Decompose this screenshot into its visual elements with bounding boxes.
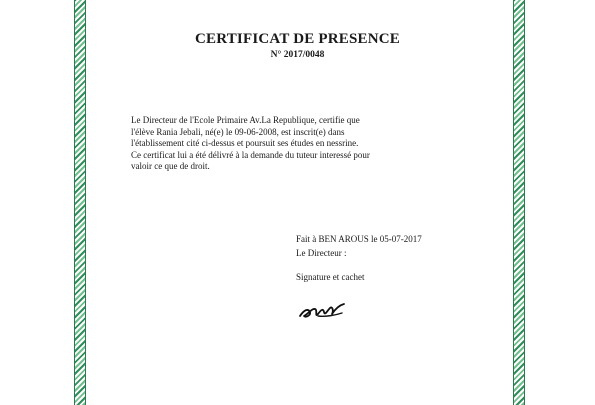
body-line: valoir ce que de droit.	[131, 161, 210, 171]
certificate-title: CERTIFICAT DE PRESENCE	[194, 31, 401, 47]
body-line: Le Directeur de l'Ecole Primaire Av.La Republique, certifie que	[131, 115, 360, 125]
signature-label: Signature et cachet	[296, 272, 365, 282]
body-line: l'élève Rania Jebali, né(e) le 09-06-2008, est inscrit(e) dans	[131, 126, 345, 137]
handwritten-signature	[296, 296, 356, 326]
body-line: l'établissement cité ci-dessus et poursuit ses études en nessrine.	[131, 138, 359, 148]
decorative-border-left	[74, 0, 86, 405]
place-and-date: Fait à BEN AROUS le 05-07-2017	[296, 234, 422, 244]
director-label: Le Directeur :	[296, 248, 347, 258]
body-line: Ce certificat lui a été délivré à la demande du tuteur interessé pour	[131, 149, 370, 160]
certificate-body	[131, 115, 451, 173]
decorative-border-right	[513, 0, 525, 405]
certificate-number: N° 2017/0048	[270, 50, 325, 60]
